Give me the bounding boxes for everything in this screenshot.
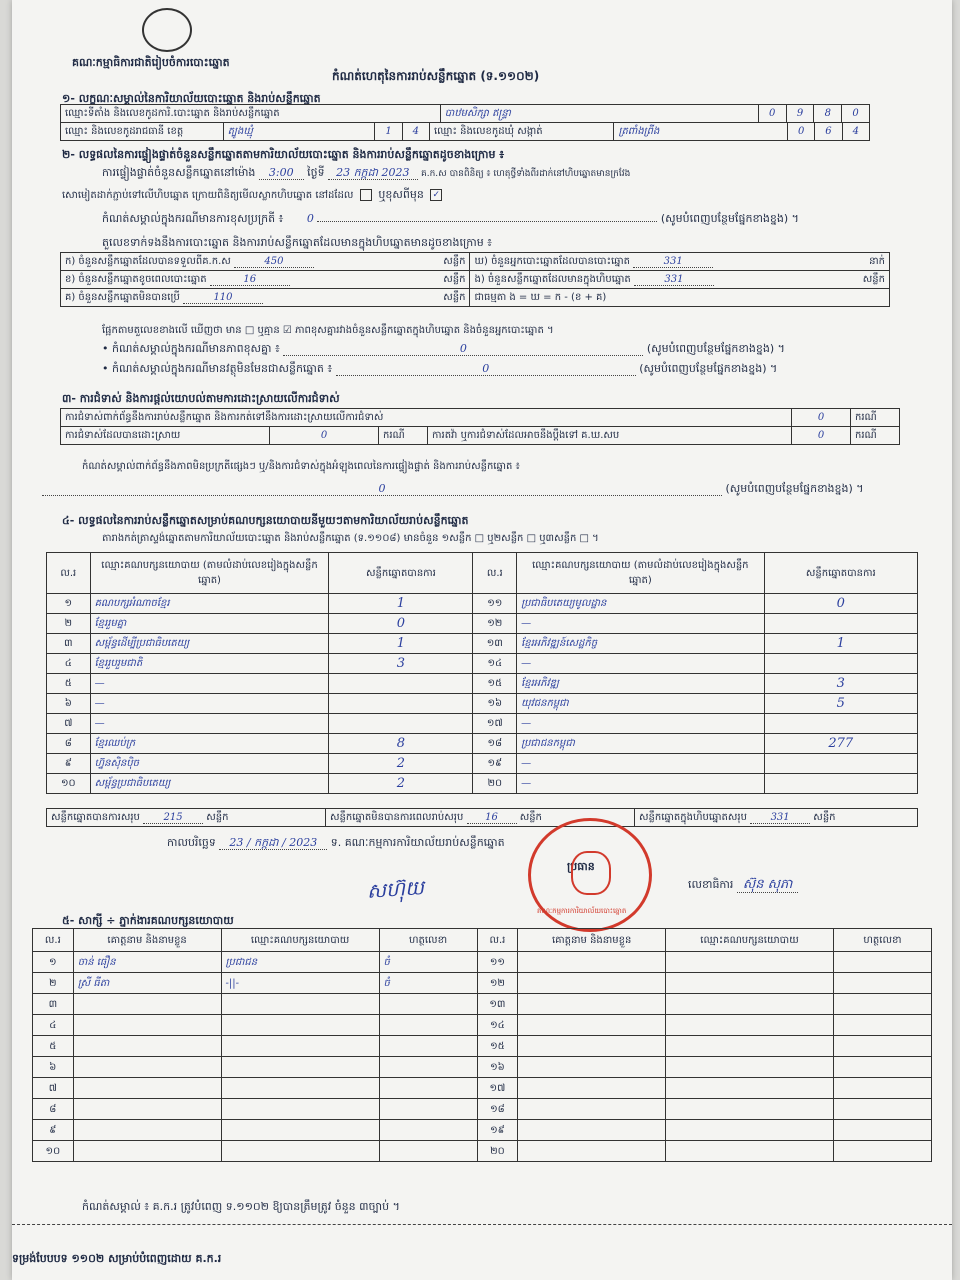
s1-r2-code-1: 1: [375, 123, 402, 141]
witness-row: [33, 1078, 932, 1099]
witness-no: ១២: [477, 973, 518, 994]
sum-box-cell: [635, 809, 918, 827]
results-row: [47, 634, 918, 654]
witness-no: ២: [33, 973, 74, 994]
witness-party: [221, 1120, 379, 1141]
witness-name: [518, 1099, 666, 1120]
witness-party: [666, 1120, 834, 1141]
s2-fill-hint-1: (សូមបំពេញបន្ថែមផ្នែកខាងខ្នង) ។: [660, 212, 799, 225]
footer-text: ទម្រង់បែបបទ ១១០២ សម្រាប់បំពេញដោយ គ.ក.រ: [12, 1252, 222, 1265]
s1-r2-value: ត្បូងឃ្មុំ: [223, 123, 375, 141]
witness-sign: [833, 952, 931, 973]
witness-name: [518, 1078, 666, 1099]
witness-row: [33, 1015, 932, 1036]
witness-name: [73, 1036, 221, 1057]
s2-ng-unit: សន្លឹក: [862, 274, 885, 285]
witness-party: [221, 1015, 379, 1036]
result-no: ១៣: [473, 634, 517, 654]
result-votes: 2: [329, 754, 473, 774]
s5-heading: ៥- សាក្សី ÷ ភ្នាក់ងារគណបក្សនយោបាយ: [62, 914, 234, 927]
result-no: ១០: [47, 774, 91, 794]
sum-valid-cell: [47, 809, 326, 827]
results-table: [46, 552, 918, 794]
s2-fill-hint-3: (សូមបំពេញបន្ថែមផ្នែកខាងខ្នង) ។: [639, 362, 778, 375]
s1-r1-value: បាឋមសិក្សា ឥន្ទ្រា: [440, 105, 758, 123]
witness-name: [73, 1057, 221, 1078]
secretary-line: [688, 878, 798, 891]
result-party: —: [517, 614, 764, 634]
result-party: —: [517, 774, 764, 794]
result-party: —: [517, 754, 764, 774]
witness-no: ៤: [33, 1015, 74, 1036]
witness-name: [73, 1015, 221, 1036]
seal-same-checkbox[interactable]: [360, 189, 372, 201]
result-no: ២: [47, 614, 91, 634]
results-row: [47, 674, 918, 694]
witness-no: ៨: [33, 1099, 74, 1120]
s2-k-unit: សន្លឹក: [443, 256, 466, 267]
s2-ng-value: 331: [634, 274, 714, 286]
result-no: ១១: [473, 594, 517, 614]
s4-heading: ៤- លទ្ធផលនៃការរាប់សន្លឹកឆ្នោតសម្រាប់គណបក្សនយោបាយនីមួយៗតាមការិយាល័យរាប់សន្លឹកឆ្នោត: [62, 514, 469, 527]
w-col-name-right: គោត្តនាម និងនាមខ្លួន: [518, 929, 666, 952]
witness-sign: ចំ: [379, 973, 477, 994]
result-no: ១៦: [473, 694, 517, 714]
s2-time-line: [102, 166, 630, 181]
result-votes: [764, 654, 917, 674]
s3-note: កំណត់សម្គាល់ពាក់ព័ន្ធនឹងភាពមិនប្រក្រតីផ្សេងៗ ឬ/និងការជំទាស់ក្នុងអំឡុងពេលនៃការផ្ទៀងផ្ទាត់ និងការរាប់សន្លឹកឆ្នោត ៖: [82, 461, 520, 472]
witness-party: ប្រជាជន: [221, 952, 379, 973]
result-party: —: [90, 674, 329, 694]
witness-name: [73, 1078, 221, 1099]
s2-note1-value: 0: [306, 212, 314, 225]
witness-sign: [379, 994, 477, 1015]
witness-row: [33, 1099, 932, 1120]
form-paper: [12, 0, 952, 1280]
sum-valid-unit: សន្លឹក: [206, 812, 229, 823]
witness-party: [221, 1099, 379, 1120]
s2-date-label: ថ្ងៃទី: [307, 166, 325, 179]
witness-party: [221, 994, 379, 1015]
s3-r1-label: ការជំទាស់ពាក់ព័ន្ធនឹងការរាប់សន្លឹកឆ្នោត និងការកត់ទៅនឹងការដោះស្រាយលើការជំទាស់: [61, 409, 792, 427]
sum-valid-label: សន្លឹកឆ្នោតបានការសរុប: [51, 812, 140, 823]
results-col-no-left: ល.រ: [47, 553, 91, 594]
s2-g-label: គ) ចំនួនសន្លឹកឆ្នោតមិនបានប្រើ: [65, 292, 180, 303]
result-party: ប្រជាធិបតេយ្យមូលដ្ឋាន: [517, 594, 764, 614]
s2-w-value: 331: [633, 256, 713, 268]
results-col-party-right: ឈ្មោះគណបក្សនយោបាយ (តាមលំដាប់លេខរៀងក្នុងសន្លឹកឆ្នោត): [517, 553, 764, 594]
stamp-emblem-icon: [571, 851, 611, 895]
witness-name: [518, 952, 666, 973]
s2-figures-table: [60, 252, 890, 307]
s2-k-value: 450: [234, 256, 314, 268]
result-party: —: [517, 654, 764, 674]
witness-name: [73, 994, 221, 1015]
witness-row: [33, 952, 932, 973]
result-no: ៦: [47, 694, 91, 714]
result-votes: [764, 754, 917, 774]
s4-intro: តារាងកត់ត្រាស្ទង់ឆ្នោតតាមការិយាល័យបោះឆ្នោត និងរាប់សន្លឹកឆ្នោត (ទ.១១០៨) មានចំនួន ១សន្លឹក □ ឬ២សន្លឹក □ ឬ៣សន្លឹក □ ។: [102, 533, 599, 544]
witness-name: [73, 1141, 221, 1162]
witness-sign: [379, 1015, 477, 1036]
witness-row: [33, 1141, 932, 1162]
sum-valid-value: 215: [143, 812, 203, 824]
witness-row: [33, 1036, 932, 1057]
result-party: សម្ព័ន្ធប្រជាធិបតេយ្យ: [90, 774, 329, 794]
witness-sign: [379, 1078, 477, 1099]
result-no: ៧: [47, 714, 91, 734]
witness-sign: [833, 1015, 931, 1036]
witness-table: [32, 928, 932, 1162]
witness-name: [518, 973, 666, 994]
s3-r2-unit: ករណី: [379, 427, 428, 445]
s2-time-text: ការផ្ទៀងផ្ទាត់ចំនួនសន្លឹកឆ្នោតនៅម៉ោង: [102, 166, 256, 179]
footnote: កំណត់សម្គាល់ ៖ គ.ក.រ ត្រូវបំពេញ ទ.១១០២ ឱ្យបានត្រឹមត្រូវ ចំនួន ៣ច្បាប់ ។: [82, 1200, 400, 1213]
result-votes: [329, 694, 473, 714]
w-col-no-left: ល.រ: [33, 929, 74, 952]
result-votes: 0: [329, 614, 473, 634]
s3-r2b-label: ការតវ៉ា ឬការជំទាស់ដែលអាចនឹងប្ដឹងទៅ គ.ឃ.សប: [428, 427, 792, 445]
s1-r3-value: ត្រពាំងព្រីង: [614, 123, 788, 141]
chair-label: ប្រធាន: [567, 860, 595, 873]
witness-sign: [833, 1141, 931, 1162]
s2-formula: ជាធម្មតា ង = ឃ = ក - (ខ + គ): [470, 289, 890, 307]
official-stamp: [528, 818, 652, 932]
s3-note-line: [42, 482, 864, 496]
witness-row: [33, 1120, 932, 1141]
sum-invalid-label: សន្លឹកឆ្នោតមិនបានការពេលរាប់សរុប: [330, 812, 464, 823]
witness-sign: [833, 1036, 931, 1057]
result-votes: [764, 714, 917, 734]
sum-box-value: 331: [750, 812, 810, 824]
witness-no: ១៧: [477, 1078, 518, 1099]
result-no: ១៩: [473, 754, 517, 774]
witness-name: ចាន់ ធឿន: [73, 952, 221, 973]
witness-no: ១៥: [477, 1036, 518, 1057]
w-col-no-right: ល.រ: [477, 929, 518, 952]
result-votes: 1: [329, 594, 473, 614]
witness-name: [518, 1015, 666, 1036]
results-col-votes-right: សន្លឹកឆ្នោតបានការ: [764, 553, 917, 594]
witness-party: [221, 1057, 379, 1078]
done-label: កាលបរិច្ឆេទ: [167, 836, 216, 849]
s2-seal-text: សោមៀតដាក់ភ្ជាប់ទៅលើហិបឆ្នោត ក្រោយពិនិត្យមើលស្លាកហិបឆ្នោត នៅដដែល: [62, 190, 354, 201]
witness-no: ១៩: [477, 1120, 518, 1141]
results-row: [47, 714, 918, 734]
results-row: [47, 754, 918, 774]
results-col-votes-left: សន្លឹកឆ្នោតបានការ: [329, 553, 473, 594]
witness-sign: [833, 1120, 931, 1141]
witness-party: [666, 1141, 834, 1162]
s3-note-value: 0: [42, 482, 722, 496]
s2-ng-label: ង) ចំនួនសន្លឹកឆ្នោតដែលមានក្នុងហិបឆ្នោត: [474, 274, 631, 285]
w-col-name-left: គោត្តនាម និងនាមខ្លួន: [73, 929, 221, 952]
results-row: [47, 614, 918, 634]
chair-signature: សហ៊ុយ: [366, 875, 425, 903]
result-votes: 1: [329, 634, 473, 654]
result-no: ៣: [47, 634, 91, 654]
s2-k-label: ក) ចំនួនសន្លឹកឆ្នោតដែលបានទទួលពីគ.ក.ស: [65, 256, 231, 267]
witness-row: [33, 994, 932, 1015]
witness-name: [518, 994, 666, 1015]
witness-party: [666, 994, 834, 1015]
results-row: [47, 774, 918, 794]
result-party: ខ្មែរឈប់ក្រ: [90, 734, 329, 754]
witness-no: ៩: [33, 1120, 74, 1141]
s2-note2-value: 0: [283, 342, 643, 356]
done-line: [167, 836, 505, 849]
witness-sign: [833, 1099, 931, 1120]
sum-box-unit: សន្លឹក: [813, 812, 836, 823]
witness-sign: [379, 1057, 477, 1078]
s2-kh-label: ខ) ចំនួនសន្លឹកឆ្នោតខូចពេលបោះឆ្នោត: [65, 274, 207, 285]
s3-r1-value: 0: [792, 409, 851, 427]
witness-name: [518, 1036, 666, 1057]
s1-r2-label: ឈ្មោះ និងលេខកូដរាជធានី ខេត្ត: [61, 123, 224, 141]
result-party: —: [517, 714, 764, 734]
result-no: ៨: [47, 734, 91, 754]
s2-date-value: 23 កក្កដា 2023: [328, 166, 417, 180]
s2-opt-yes: ឬខុសពីមុន: [378, 188, 424, 201]
s2-note3-line: [102, 362, 777, 376]
result-no: ១៥: [473, 674, 517, 694]
w-col-party-left: ឈ្មោះគណបក្សនយោបាយ: [221, 929, 379, 952]
done-tail: ទ. គណៈកម្មការការិយាល័យរាប់សន្លឹកឆ្នោត: [330, 836, 505, 849]
org-name: គណៈកម្មាធិការជាតិរៀបចំការបោះឆ្នោត: [72, 56, 230, 69]
witness-no: ១១: [477, 952, 518, 973]
s2-fill-hint-2: (សូមបំពេញបន្ថែមផ្នែកខាងខ្នង) ។: [646, 342, 785, 355]
witness-sign: [379, 1120, 477, 1141]
results-row: [47, 654, 918, 674]
result-votes: 1: [764, 634, 917, 654]
s2-note1: កំណត់សម្គាល់ក្នុងករណីមានការខុសប្រក្រតី ៖: [102, 212, 284, 225]
s1-r1-code-3: 8: [814, 105, 842, 123]
s2-note3-value: 0: [336, 362, 636, 376]
s1-r1-code-1: 0: [758, 105, 786, 123]
s1-r3-code-2: 6: [815, 123, 842, 141]
stamp-text: គណៈកម្មការការិយាល័យបោះឆ្នោត: [537, 907, 627, 915]
result-votes: 5: [764, 694, 917, 714]
witness-no: ៦: [33, 1057, 74, 1078]
s1-r3-code-1: 0: [788, 123, 815, 141]
witness-no: ១០: [33, 1141, 74, 1162]
s1-r1-label: ឈ្មោះទីតាំង និងលេខកូដការិ.បោះឆ្នោត និងរាប់សន្លឹកឆ្នោត: [61, 105, 441, 123]
s3-heading: ៣- ការជំទាស់ និងការផ្ដល់យោបល់តាមការដោះស្រាយលើការជំទាស់: [62, 392, 340, 405]
s2-heading: ២- លទ្ធផលនៃការផ្ទៀងផ្ទាត់ចំនួនសន្លឹកឆ្នោតតាមការិយាល័យបោះឆ្នោត និងការរាប់សន្លឹកឆ្នោតដូចខាងក្រោម ៖: [62, 148, 505, 161]
s2-w-unit: នាក់: [869, 256, 885, 267]
s1-heading: ១- លក្ខណៈសម្គាល់នៃការិយាល័យបោះឆ្នោត និងរាប់សន្លឹកឆ្នោត: [62, 92, 321, 105]
s1-r3-label: ឈ្មោះ និងលេខកូដឃុំ សង្កាត់: [429, 123, 614, 141]
result-party: ខ្មែរអភិវឌ្ឍ: [517, 674, 764, 694]
s2-seal-line: [62, 188, 445, 202]
witness-no: ១៣: [477, 994, 518, 1015]
results-row: [47, 594, 918, 614]
result-party: ខ្មែរអភិវឌ្ឍន៍សេដ្ឋកិច្ច: [517, 634, 764, 654]
s1-r3-code-3: 4: [842, 123, 869, 141]
secretary-label: លេខាធិការ: [688, 878, 734, 891]
witness-no: ១៦: [477, 1057, 518, 1078]
s3-table: [60, 408, 900, 445]
s2-w-label: ឃ) ចំនួនអ្នកបោះឆ្នោតដែលបានបោះឆ្នោត: [474, 256, 631, 267]
result-party: ហ្វ៊ុនស៊ិនប៉ិច: [90, 754, 329, 774]
s3-fill-hint: (សូមបំពេញបន្ថែមផ្នែកខាងខ្នង) ។: [725, 482, 864, 495]
witness-party: [666, 973, 834, 994]
witness-party: [221, 1141, 379, 1162]
witness-name: [73, 1099, 221, 1120]
s2-g-unit: សន្លឹក: [443, 292, 466, 303]
result-votes: [764, 774, 917, 794]
witness-party: -||-: [221, 973, 379, 994]
witness-sign: [379, 1036, 477, 1057]
s3-r2-label: ការជំទាស់ដែលបានដោះស្រាយ: [61, 427, 270, 445]
s2-note2: • កំណត់សម្គាល់ក្នុងករណីមានភាពខុសគ្នា ៖: [102, 342, 280, 355]
result-no: ១: [47, 594, 91, 614]
s3-r2-value: 0: [270, 427, 379, 445]
witness-party: [221, 1036, 379, 1057]
s2-time-value: 3:00: [259, 166, 304, 180]
s1-table: [60, 104, 870, 123]
witness-sign: [833, 1078, 931, 1099]
witness-no: ២០: [477, 1141, 518, 1162]
s3-r2b-value: 0: [792, 427, 851, 445]
s2-compare: ផ្អែកតាមតួលេខខាងលើ ឃើញថា មាន □ ឬគ្មាន ☑ ភាពខុសគ្នារវាងចំនួនសន្លឹកឆ្នោតក្នុងហិបឆ្នោត និងចំនួនអ្នកបោះឆ្នោត ។: [102, 325, 554, 336]
witness-name: [73, 1120, 221, 1141]
sum-invalid-value: 16: [467, 812, 517, 824]
result-votes: 8: [329, 734, 473, 754]
result-no: ៥: [47, 674, 91, 694]
result-votes: [764, 614, 917, 634]
witness-sign: [833, 994, 931, 1015]
result-no: ៤: [47, 654, 91, 674]
witness-sign: [833, 973, 931, 994]
witness-no: ១៨: [477, 1099, 518, 1120]
s2-g-value: 110: [183, 292, 263, 304]
nec-emblem-icon: [142, 8, 192, 52]
s2-kh-unit: សន្លឹក: [443, 274, 466, 285]
witness-party: [666, 1057, 834, 1078]
seal-changed-checkbox[interactable]: ✓: [430, 189, 442, 201]
result-no: ១៧: [473, 714, 517, 734]
s1-table-2: [60, 122, 870, 141]
result-votes: 2: [329, 774, 473, 794]
witness-no: ៣: [33, 994, 74, 1015]
results-col-no-right: ល.រ: [473, 553, 517, 594]
s2-note3: • កំណត់សម្គាល់ក្នុងករណីមានវត្ថុមិនមែនជាសន្លឹកឆ្នោត ៖: [102, 362, 333, 375]
results-row: [47, 734, 918, 754]
done-date: 23 / កក្កដា / 2023: [219, 836, 327, 850]
result-votes: [329, 674, 473, 694]
witness-sign: ចំ: [379, 952, 477, 973]
result-party: ប្រជាជនកម្ពុជា: [517, 734, 764, 754]
witness-party: [666, 952, 834, 973]
witness-no: ១៤: [477, 1015, 518, 1036]
witness-party: [666, 1099, 834, 1120]
witness-name: [518, 1141, 666, 1162]
witness-no: ១: [33, 952, 74, 973]
witness-no: ៥: [33, 1036, 74, 1057]
w-col-party-right: ឈ្មោះគណបក្សនយោបាយ: [666, 929, 834, 952]
s2-time-tail: គ.ក.ស បានពិនិត្យ ៖ ហេតុថ្វីទាំងពីរដាក់នៅហិបឆ្នោតមានក្រវែង: [421, 169, 631, 179]
result-votes: 0: [764, 594, 917, 614]
footer-divider: [12, 1224, 952, 1225]
form-title: កំណត់ហេតុនៃការរាប់សន្លឹកឆ្នោត (ទ.១១០២): [332, 69, 540, 83]
witness-row: [33, 1057, 932, 1078]
w-col-sign-right: ហត្ថលេខា: [833, 929, 931, 952]
results-summary: [46, 808, 918, 827]
witness-sign: [379, 1099, 477, 1120]
w-col-sign-left: ហត្ថលេខា: [379, 929, 477, 952]
s2-kh-value: 16: [210, 274, 290, 286]
s3-r2b-unit: ករណី: [851, 427, 900, 445]
result-party: —: [90, 714, 329, 734]
witness-party: [666, 1078, 834, 1099]
s2-note1-line: [102, 212, 902, 225]
result-party: ខ្មែររួបរួមជាតិ: [90, 654, 329, 674]
result-party: —: [90, 694, 329, 714]
s2-note2-line: [102, 342, 785, 356]
results-row: [47, 694, 918, 714]
witness-sign: [833, 1057, 931, 1078]
sum-box-label: សន្លឹកឆ្នោតក្នុងហិបឆ្នោតសរុប: [639, 812, 747, 823]
witness-name: [518, 1057, 666, 1078]
result-party: គណបក្សអំណាចខ្មែរ: [90, 594, 329, 614]
result-party: សម្ព័ន្ធដើម្បីប្រជាធិបតេយ្យ: [90, 634, 329, 654]
result-party: ខ្មែររួមគ្នា: [90, 614, 329, 634]
s1-r1-code-2: 9: [786, 105, 814, 123]
results-col-party-left: ឈ្មោះគណបក្សនយោបាយ (តាមលំដាប់លេខរៀងក្នុងសន្លឹកឆ្នោត): [90, 553, 329, 594]
s3-r1-unit: ករណី: [851, 409, 900, 427]
witness-sign: [379, 1141, 477, 1162]
witness-name: [518, 1120, 666, 1141]
witness-row: [33, 973, 932, 994]
result-votes: [329, 714, 473, 734]
result-votes: 3: [764, 674, 917, 694]
result-no: ១២: [473, 614, 517, 634]
witness-party: [666, 1036, 834, 1057]
result-party: យុវជនកម្ពុជា: [517, 694, 764, 714]
result-votes: 277: [764, 734, 917, 754]
secretary-value: ស៊ុន សុភា: [737, 877, 799, 893]
witness-party: [221, 1078, 379, 1099]
result-no: ៩: [47, 754, 91, 774]
witness-name: ស្រី ធីតា: [73, 973, 221, 994]
result-no: ២០: [473, 774, 517, 794]
result-no: ១៨: [473, 734, 517, 754]
s1-r2-code-2: 4: [402, 123, 429, 141]
s1-r1-code-4: 0: [842, 105, 870, 123]
sum-invalid-unit: សន្លឹក: [519, 812, 542, 823]
result-no: ១៤: [473, 654, 517, 674]
result-votes: 3: [329, 654, 473, 674]
s2-intro: តួលេខទាក់ទងនឹងការបោះឆ្នោត និងការរាប់សន្លឹកឆ្នោតដែលមានក្នុងហិបឆ្នោតមានដូចខាងក្រោម ៖: [102, 236, 493, 249]
witness-no: ៧: [33, 1078, 74, 1099]
witness-party: [666, 1015, 834, 1036]
